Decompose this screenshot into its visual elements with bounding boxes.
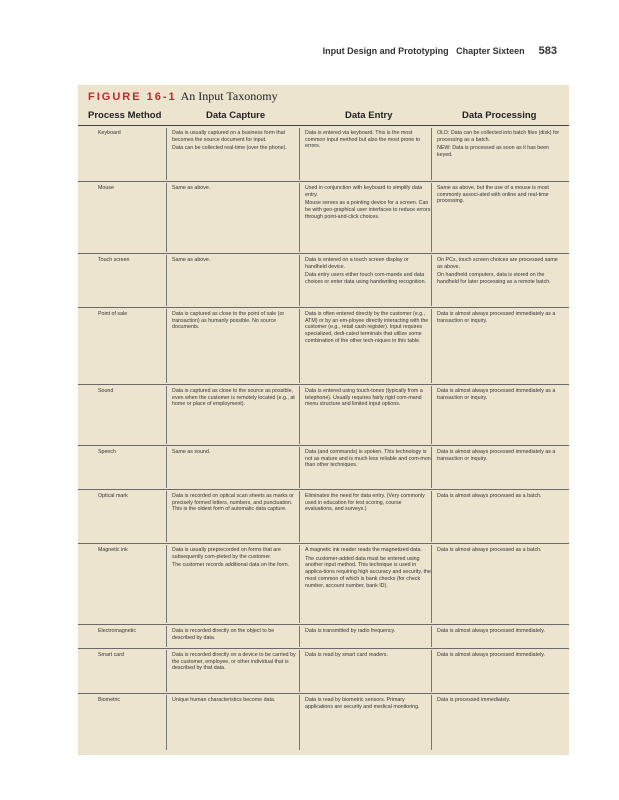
column-divider (431, 650, 432, 692)
row-divider (78, 445, 569, 446)
cell-method: Optical mark (98, 493, 128, 499)
column-divider (299, 491, 300, 542)
column-divider (431, 491, 432, 542)
cell-paragraph: Same as above. (172, 185, 211, 191)
cell-processing (437, 311, 561, 324)
row-divider (78, 543, 569, 544)
header-data-entry: Data Entry (345, 110, 393, 121)
column-divider (299, 255, 300, 306)
cell-processing (437, 547, 561, 554)
cell-paragraph: Data is entered on a touch screen display or handheld device. (305, 257, 409, 270)
cell-method: Biometric (98, 697, 121, 703)
cell-paragraph: Data is entered via keyboard. This is the most common input method but also the most prone to errors. (305, 130, 421, 150)
column-divider (166, 491, 167, 542)
column-divider (431, 386, 432, 444)
header-process-method: Process Method (88, 110, 162, 121)
cell-method: Smart card (98, 652, 124, 658)
column-divider (431, 128, 432, 180)
cell-capture (172, 493, 298, 513)
column-divider (431, 545, 432, 623)
cell-method: Magnetic ink (98, 547, 128, 553)
column-divider (299, 128, 300, 180)
header-data-capture: Data Capture (206, 110, 266, 121)
cell-paragraph: Used in conjunction with keyboard to simplify data entry. (305, 185, 423, 198)
cell-paragraph: Data is recorded directly on a device to be carried by the customer, employee, or other individual that is described by that data. (172, 652, 296, 672)
column-divider (299, 626, 300, 647)
cell-processing (437, 257, 561, 286)
row-divider (78, 307, 569, 308)
running-head-title: Input Design and Prototyping Chapter Sixteen (322, 46, 525, 56)
column-divider (431, 695, 432, 750)
cell-processing (437, 185, 561, 205)
cell-paragraph: Data is almost always processed as a batch. (437, 547, 542, 553)
cell-entry (305, 449, 431, 469)
cell-method: Touch screen (98, 257, 130, 263)
row-divider (78, 648, 569, 649)
cell-processing (437, 697, 561, 704)
cell-processing (437, 493, 561, 500)
cell-paragraph: The customer-added data must be entered using another input method. This technique is used in applica-tions requiring high accuracy and security, the most common of which is bank checks (for check number, account number, bank ID). (305, 555, 431, 589)
table-header (78, 107, 569, 126)
cell-entry (305, 547, 431, 589)
cell-entry (305, 652, 431, 659)
cell-paragraph: Data is captured as close to the source as possible, even when the customer is remotely located (e.g., at home or place of employment). (172, 388, 295, 408)
column-divider (431, 183, 432, 252)
column-divider (431, 626, 432, 647)
cell-entry (305, 311, 431, 345)
column-divider (166, 545, 167, 623)
column-divider (299, 386, 300, 444)
cell-method: Mouse (98, 185, 114, 191)
cell-capture (172, 547, 298, 569)
cell-paragraph: Data is read by smart card readers. (305, 652, 389, 658)
column-divider (299, 695, 300, 750)
cell-entry (305, 130, 431, 150)
cell-method: Point of sale (98, 311, 128, 317)
cell-paragraph: Data is almost always processed immediately as a transaction or inquiry. (437, 311, 556, 324)
cell-paragraph: Same as sound. (172, 449, 211, 455)
row-divider (78, 384, 569, 385)
cell-paragraph: Data can be collected real-time (over the phone). (172, 145, 287, 152)
column-divider (166, 128, 167, 180)
cell-paragraph: Data is usually preprecorded on forms that are subsequently com-pleted by the customer. (172, 547, 281, 560)
cell-entry (305, 185, 431, 221)
cell-paragraph: Data is almost always processed immediately. (437, 628, 545, 634)
cell-entry (305, 697, 431, 710)
cell-paragraph: Data is almost always processed immediately as a transaction or inquiry. (437, 388, 556, 401)
cell-capture (172, 449, 298, 456)
figure-panel (78, 85, 569, 755)
cell-capture (172, 311, 298, 331)
figure-caption: An Input Taxonomy (180, 89, 278, 103)
column-divider (166, 626, 167, 647)
column-divider (166, 183, 167, 252)
column-divider (166, 386, 167, 444)
column-divider (299, 183, 300, 252)
figure-title (88, 89, 278, 104)
cell-capture (172, 697, 298, 704)
cell-paragraph: Same as above. (172, 257, 211, 263)
cell-capture (172, 257, 298, 264)
cell-capture (172, 628, 298, 641)
cell-paragraph: Data is transmitted by radio frequency. (305, 628, 396, 634)
cell-paragraph: Data is entered using touch-tones (typically from a telephone). Usually requires fairly rigid com-mand menu structure and limited input options. (305, 388, 423, 408)
header-data-processing: Data Processing (462, 110, 537, 121)
cell-paragraph: Eliminates the need for data entry. (Very commonly used in education for test scoring, course evaluations, and surveys.) (305, 493, 425, 513)
cell-paragraph: Data is read by biometric sensors. Primary applications are security and medical monitoring. (305, 697, 420, 710)
cell-paragraph: Data is often entered directly by the customer (e.g., ATM) or by an em-ployee directly interacting with the customer (e.g., retail cash register). Input requires specialized, dedi-cated terminals that utilize some combination of the other tech-niques in this table. (305, 311, 429, 344)
cell-paragraph: On handheld computers, data is stored on the handheld for later processing as a remote batch. (437, 272, 551, 286)
column-divider (299, 447, 300, 488)
cell-paragraph: Data entry users either touch com-mands and data choices or enter data using handwriting recognition. (305, 272, 427, 286)
column-divider (299, 650, 300, 692)
cell-paragraph: Data is almost always processed immediately. (437, 652, 545, 658)
cell-processing (437, 628, 561, 635)
row-divider (78, 489, 569, 490)
row-divider (78, 624, 569, 625)
column-divider (166, 650, 167, 692)
running-head (323, 45, 557, 57)
row-divider (78, 253, 569, 254)
column-divider (166, 695, 167, 750)
column-divider (431, 255, 432, 306)
cell-method: Speech (98, 449, 116, 455)
cell-capture (172, 652, 298, 672)
cell-processing (437, 130, 561, 159)
cell-entry (305, 388, 431, 408)
cell-paragraph: A magnetic ink reader reads the magnetized data. (305, 547, 422, 553)
column-divider (431, 309, 432, 383)
column-divider (299, 309, 300, 383)
cell-paragraph: Data is almost always processed as a batch. (437, 493, 542, 499)
cell-paragraph: Unique human characteristics become data. (172, 697, 276, 703)
cell-paragraph: OLD: Data can be collected into batch files (disk) for processing as a batch. (437, 130, 560, 143)
cell-paragraph: Data (and commands) is spoken. This technology is not as mature and is much less reliable and com-mon than other techniques. (305, 449, 431, 469)
cell-paragraph: Data is recorded directly on the object to be described by data. (172, 628, 275, 641)
figure-label: FIGURE 16-1 (88, 91, 177, 103)
cell-paragraph: The customer records additional data on the form. (172, 562, 290, 569)
cell-processing (437, 388, 561, 401)
cell-processing (437, 449, 561, 462)
cell-method: Electromagnetic (98, 628, 136, 634)
cell-entry (305, 257, 431, 286)
column-divider (431, 447, 432, 488)
cell-entry (305, 628, 431, 635)
cell-paragraph: On PCs, touch screen choices are processed same as above. (437, 257, 558, 270)
column-divider (166, 309, 167, 383)
cell-method: Sound (98, 388, 114, 394)
cell-paragraph: Data is processed immediately. (437, 697, 511, 703)
page-number: 583 (538, 45, 557, 57)
cell-processing (437, 652, 561, 659)
row-divider (78, 693, 569, 694)
cell-paragraph: NEW: Data is processed as soon as it has been keyed. (437, 145, 550, 159)
column-divider (299, 545, 300, 623)
cell-method: Keyboard (98, 130, 121, 136)
cell-capture (172, 185, 298, 192)
column-divider (166, 255, 167, 306)
cell-capture (172, 130, 298, 152)
cell-entry (305, 493, 431, 513)
cell-paragraph: Mouse serves as a pointing device for a screen. Can be with geo-graphical user interfaces to reduce errors through point-and-click choices. (305, 200, 431, 220)
cell-paragraph: Data is almost always processed immediately as a transaction or inquiry. (437, 449, 556, 462)
cell-paragraph: Data is usually captured on a business form that becomes the source document for input. (172, 130, 286, 143)
cell-capture (172, 388, 298, 408)
cell-paragraph: Data is captured as close to the point of sale (or transaction) as humanly possible. No source documents. (172, 311, 285, 331)
cell-paragraph: Same as above, but the use of a mouse is most commonly associ-ated with online and real-time processing. (437, 185, 549, 205)
column-divider (166, 447, 167, 488)
cell-paragraph: Data is recorded on optical scan sheets as marks or precisely formed letters, numbers, and punctuation. This is the oldest form of automatic data capture. (172, 493, 294, 513)
row-divider (78, 181, 569, 182)
